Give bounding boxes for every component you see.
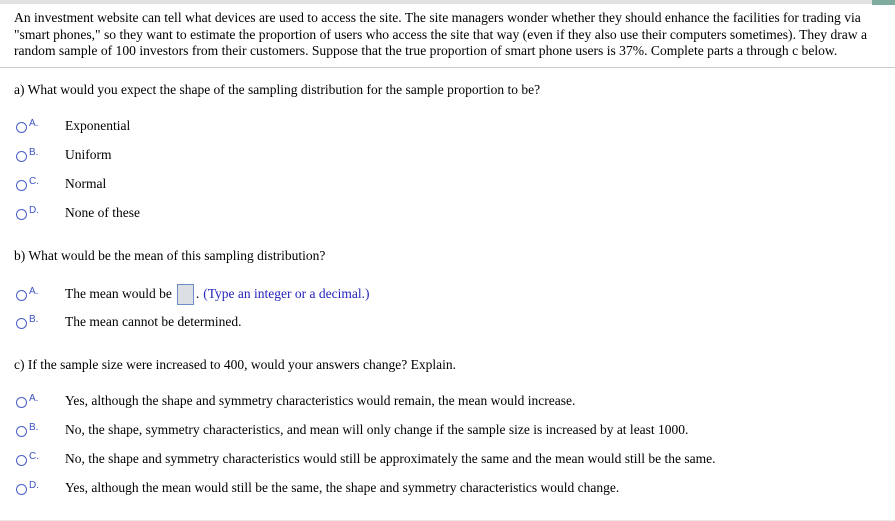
part-a-options <box>0 118 895 222</box>
part-c-option-b-radio[interactable] <box>16 426 27 437</box>
option-label <box>65 284 369 305</box>
part-a-option-b-radio[interactable] <box>16 151 27 162</box>
part-a <box>0 82 895 222</box>
part-b-option-b <box>16 314 895 331</box>
part-a-option-c-radio[interactable] <box>16 180 27 191</box>
part-c-question: c) If the sample size were increased to 400, would your answers change? Explain. <box>14 356 456 372</box>
part-c-option-a-radio[interactable] <box>16 397 27 408</box>
part-c <box>0 357 895 497</box>
mean-value-input[interactable] <box>177 284 194 305</box>
part-a-option-a <box>16 118 895 135</box>
part-a-option-d-radio[interactable] <box>16 209 27 220</box>
part-c-options <box>0 393 895 497</box>
option-letter: B. <box>29 146 39 158</box>
part-b-option-b-radio[interactable] <box>16 318 27 329</box>
problem-statement: An investment website can tell what devices are used to access the site. The site managers wonder whether they should enhance the facilities for trading via "smart phones," so they want to estimate the proportion of users who access the site that way (even if they also use their computers sometimes). They draw a random sample of 100 investors from their customers. Suppose that the true proportion of smart phone users is 37%. Complete parts a through c below. <box>0 4 895 68</box>
answer-format-hint: (Type an integer or a decimal.) <box>203 286 370 302</box>
option-label: Normal <box>65 176 107 192</box>
option-letter: B. <box>29 421 39 433</box>
part-a-option-a-radio[interactable] <box>16 122 27 133</box>
option-label: No, the shape and symmetry characteristics would still be approximately the same and the mean would still be the same. <box>65 451 716 467</box>
part-c-option-d <box>16 480 895 497</box>
part-a-option-c <box>16 176 895 193</box>
part-b-options <box>0 284 895 331</box>
option-letter: A. <box>29 285 39 297</box>
option-letter: A. <box>29 117 39 129</box>
part-a-question: a) What would you expect the shape of the sampling distribution for the sample proportion to be? <box>14 81 541 97</box>
mean-answer-period: . <box>195 286 200 302</box>
option-label: Yes, although the shape and symmetry characteristics would remain, the mean would increase. <box>65 393 576 409</box>
option-label: The mean cannot be determined. <box>65 314 242 330</box>
part-b-question: b) What would be the mean of this sampling distribution? <box>14 247 326 263</box>
part-a-option-b <box>16 147 895 164</box>
part-b-option-a <box>16 284 895 305</box>
option-label: Exponential <box>65 118 131 134</box>
option-label: No, the shape, symmetry characteristics, and mean will only change if the sample size is increased by at least 1000. <box>65 422 689 438</box>
part-c-option-c-radio[interactable] <box>16 455 27 466</box>
part-b <box>0 248 895 331</box>
part-c-option-c <box>16 451 895 468</box>
part-c-option-d-radio[interactable] <box>16 484 27 495</box>
part-c-option-a <box>16 393 895 410</box>
part-b-option-a-radio[interactable] <box>16 290 27 301</box>
option-label: Uniform <box>65 147 112 163</box>
corner-accent <box>872 0 895 5</box>
option-letter: C. <box>29 450 39 462</box>
option-label: None of these <box>65 205 140 221</box>
option-label: Yes, although the mean would still be the same, the shape and symmetry characteristics would change. <box>65 480 620 496</box>
part-a-option-d <box>16 205 895 222</box>
option-letter: A. <box>29 392 39 404</box>
option-letter: B. <box>29 313 39 325</box>
mean-answer-prefix: The mean would be <box>65 286 172 302</box>
part-c-option-b <box>16 422 895 439</box>
option-letter: C. <box>29 175 39 187</box>
option-letter: D. <box>29 479 39 491</box>
option-letter: D. <box>29 204 39 216</box>
